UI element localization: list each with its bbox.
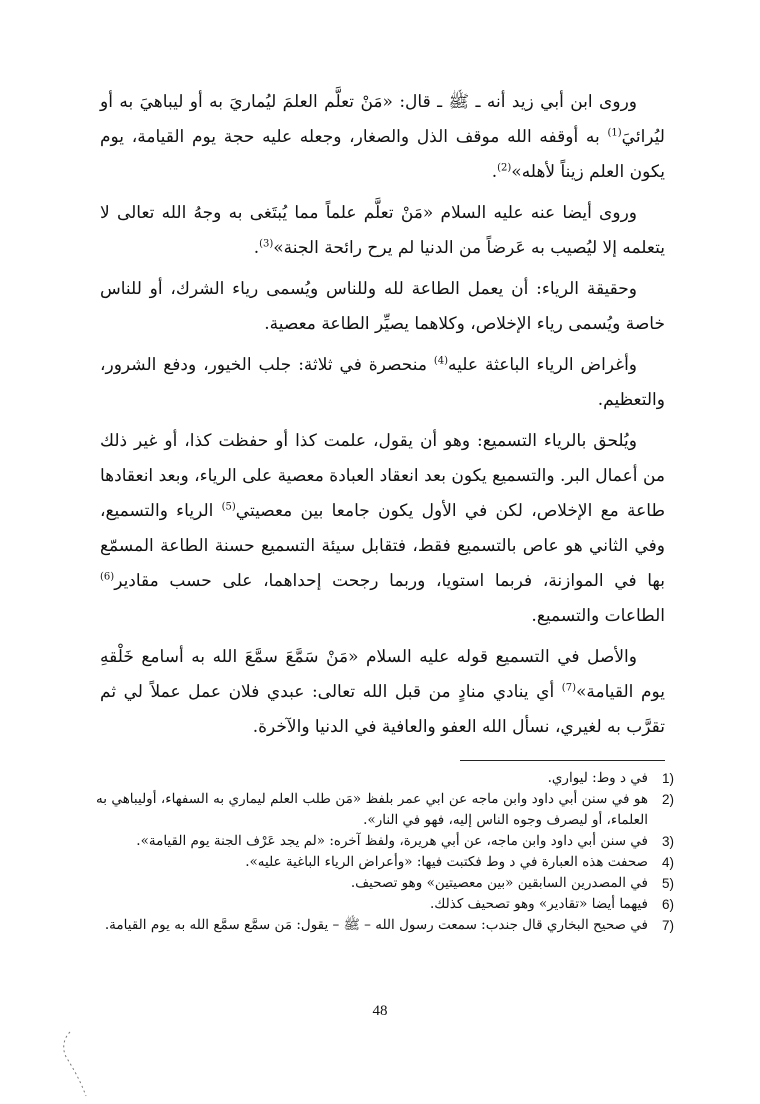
paragraph-text: منحصرة في ثلاثة: جلب الخيور، ودفع الشرور، والتعظيم. [100, 355, 665, 410]
paragraph-text: وروى ابن أبي زيد أنه ـ ﷺ ـ قال: «مَنْ تعلَّم العلمَ ليُماريَ به أو ليباهيَ به أو ليُرائيَ [100, 92, 665, 147]
footnote-item [96, 894, 674, 915]
paragraph-text: وروى أيضا عنه عليه السلام «مَنْ تعلَّم علماً مما يُبتَغى به وجهُ الله تعالى لا يتعلمه إلا ليُصيب به عَرضاً من الدنيا لم يرح رائحة الجنة» [100, 203, 665, 258]
body-paragraph [100, 640, 665, 745]
footnote-reference: (5) [221, 501, 236, 513]
paragraph-text: الطاعات والتسميع. [531, 606, 665, 626]
body-paragraph [100, 85, 665, 190]
footnote-item [96, 873, 674, 894]
footnote-number: 5) [661, 876, 674, 891]
footnote-text: في المصدرين السابقين «بين معصيتين» وهو تصحيف. [350, 875, 648, 891]
main-text [100, 85, 665, 751]
paragraph-text: والأصل في التسميع قوله عليه السلام «مَنْ سَمَّعَ سمَّعَ الله به أسامع خَلْقهِ يوم القيامة» [100, 647, 665, 702]
body-paragraph [100, 196, 665, 266]
body-paragraph [100, 424, 665, 634]
footnote-item [96, 831, 674, 852]
footnote-item [96, 768, 674, 789]
paragraph-text: وحقيقة الرياء: أن يعمل الطاعة لله وللناس ويُسمى رياء الشرك، أو للناس خاصة ويُسمى رياء الإخلاص، وكلاهما يصيِّر الطاعة معصية. [100, 279, 665, 334]
footnote-divider [460, 760, 665, 761]
footnote-item [96, 852, 674, 873]
paragraph-text: أي ينادي منادٍ من قبل الله تعالى: عبدي فلان عمل عملاً لي ثم تقرَّب به لغيري، نسأل الله العفو والعافية في الدنيا والآخرة. [100, 682, 665, 737]
paragraph-text: الرياء والتسميع، وفي الثاني هو عاص بالتسميع فقط، فتقابل سيئة التسميع حسنة الطاعة المسمّع بها في الموازنة، فربما استويا، وربما رجحت إحداهما، على حسب مقادير [100, 501, 665, 591]
footnote-reference: (7) [561, 682, 576, 694]
footnote-reference: (6) [100, 571, 115, 583]
footnote-text: في د وط: ليواري. [547, 770, 648, 786]
paragraph-text: . [253, 238, 260, 258]
footnote-number: 7) [661, 918, 674, 933]
footnote-number: 1) [661, 771, 674, 786]
scan-artifact-mark [58, 1030, 98, 1100]
footnote-reference: (1) [607, 127, 622, 139]
footnote-text: صحفت هذه العبارة في د وط فكتبت فيها: «وأعراض الرياء الباغية عليه». [245, 854, 648, 870]
footnote-reference: (3) [259, 238, 274, 250]
footnote-reference: (4) [433, 355, 449, 367]
footnote-text: هو في سنن أبي داود وابن ماجه عن ابي عمر بلفظ «مَن طلب العلم ليماري به السفهاء، أوليباهي به العلماء، أو ليصرف وجوه الناس إليه، فهو في النار». [96, 791, 648, 828]
footnote-number: 3) [661, 834, 674, 849]
footnote-text: فيهما أيضا «تقادير» وهو تصحيف كذلك. [429, 896, 648, 912]
body-paragraph [100, 348, 665, 418]
footnote-item [96, 789, 674, 831]
footnote-number: 2) [661, 792, 674, 807]
footnote-number: 4) [661, 855, 674, 870]
page-number: 48 [372, 1003, 388, 1019]
footnote-number: 6) [661, 897, 674, 912]
paragraph-text: ويُلحق بالرياء التسميع: وهو أن يقول، علمت كذا أو حفظت كذا، أو غير ذلك من أعمال البر. والتسميع يكون بعد انعقاد العبادة معصية على الرياء، وبعد انعقادها طاعة مع الإخلاص، لكن في الأول يكون جامعا بين معصيتي [100, 431, 665, 521]
footnote-text: في سنن أبي داود وابن ماجه، عن أبي هريرة، ولفظ آخره: «لم يجد عَرْف الجنة يوم القيامة». [136, 833, 648, 849]
body-paragraph [100, 272, 665, 342]
footnote-item [96, 915, 674, 936]
footnotes [96, 768, 674, 936]
paragraph-text: . [491, 162, 498, 182]
footnote-text: في صحيح البخاري قال جندب: سمعت رسول الله – ﷺ – يقول: مَن سمَّع سمَّع الله به يوم القيامة. [104, 917, 648, 933]
paragraph-text: وأغراض الرياء الباعثة عليه [448, 355, 638, 375]
footnote-reference: (2) [497, 162, 512, 174]
paragraph-text: به أوقفه الله موقف الذل والصغار، وجعله عليه حجة يوم القيامة، يوم يكون العلم زيناً لأهله» [100, 127, 665, 182]
